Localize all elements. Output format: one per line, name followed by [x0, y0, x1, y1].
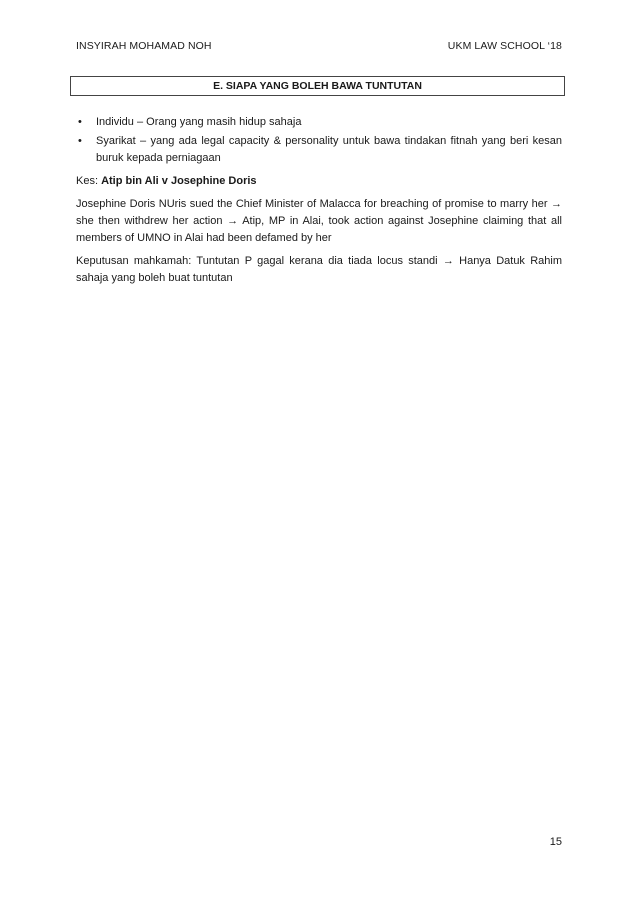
decision-text-2: Hanya Datuk Rahim sahaja yang boleh buat tuntutan	[76, 255, 562, 284]
case-prefix: Kes:	[76, 175, 102, 187]
decision-text-1: Keputusan mahkamah: Tuntutan P gagal kerana dia tiada locus standi	[76, 255, 443, 267]
list-item	[76, 133, 562, 167]
bullet-text: Syarikat – yang ada legal capacity & personality untuk bawa tindakan fitnah yang beri kesan buruk kepada perniagaan	[96, 135, 562, 164]
case-paragraph	[76, 173, 562, 190]
facts-text-2: she then withdrew her action	[76, 215, 228, 227]
list-item	[76, 114, 562, 131]
facts-text-1: Josephine Doris NUris sued the Chief Minister of Malacca for breaching of promise to marry her	[76, 198, 551, 210]
decision-paragraph	[76, 253, 562, 287]
bullet-icon: •	[78, 135, 82, 147]
header-author: INSYIRAH MOHAMAD NOH	[76, 40, 212, 52]
page-number: 15	[549, 836, 562, 848]
page-content	[76, 114, 562, 287]
bullet-list	[76, 114, 562, 167]
arrow-right-icon: →	[442, 255, 454, 267]
bullet-icon: •	[78, 116, 82, 128]
arrow-right-icon: →	[227, 215, 239, 227]
facts-paragraph	[76, 196, 562, 247]
facts-text-3: Atip, MP in Alai, took action against Josephine claiming that all members of UMNO in Alai had been defamed by her	[76, 215, 562, 244]
section-heading-box	[70, 76, 565, 96]
header-school: UKM LAW SCHOOL ‘18	[447, 40, 562, 52]
arrow-right-icon: →	[551, 198, 562, 210]
bullet-text: Individu – Orang yang masih hidup sahaja	[96, 116, 302, 128]
section-title: E. SIAPA YANG BOLEH BAWA TUNTUTAN	[213, 80, 422, 92]
case-name: Atip bin Ali v Josephine Doris	[101, 175, 257, 187]
